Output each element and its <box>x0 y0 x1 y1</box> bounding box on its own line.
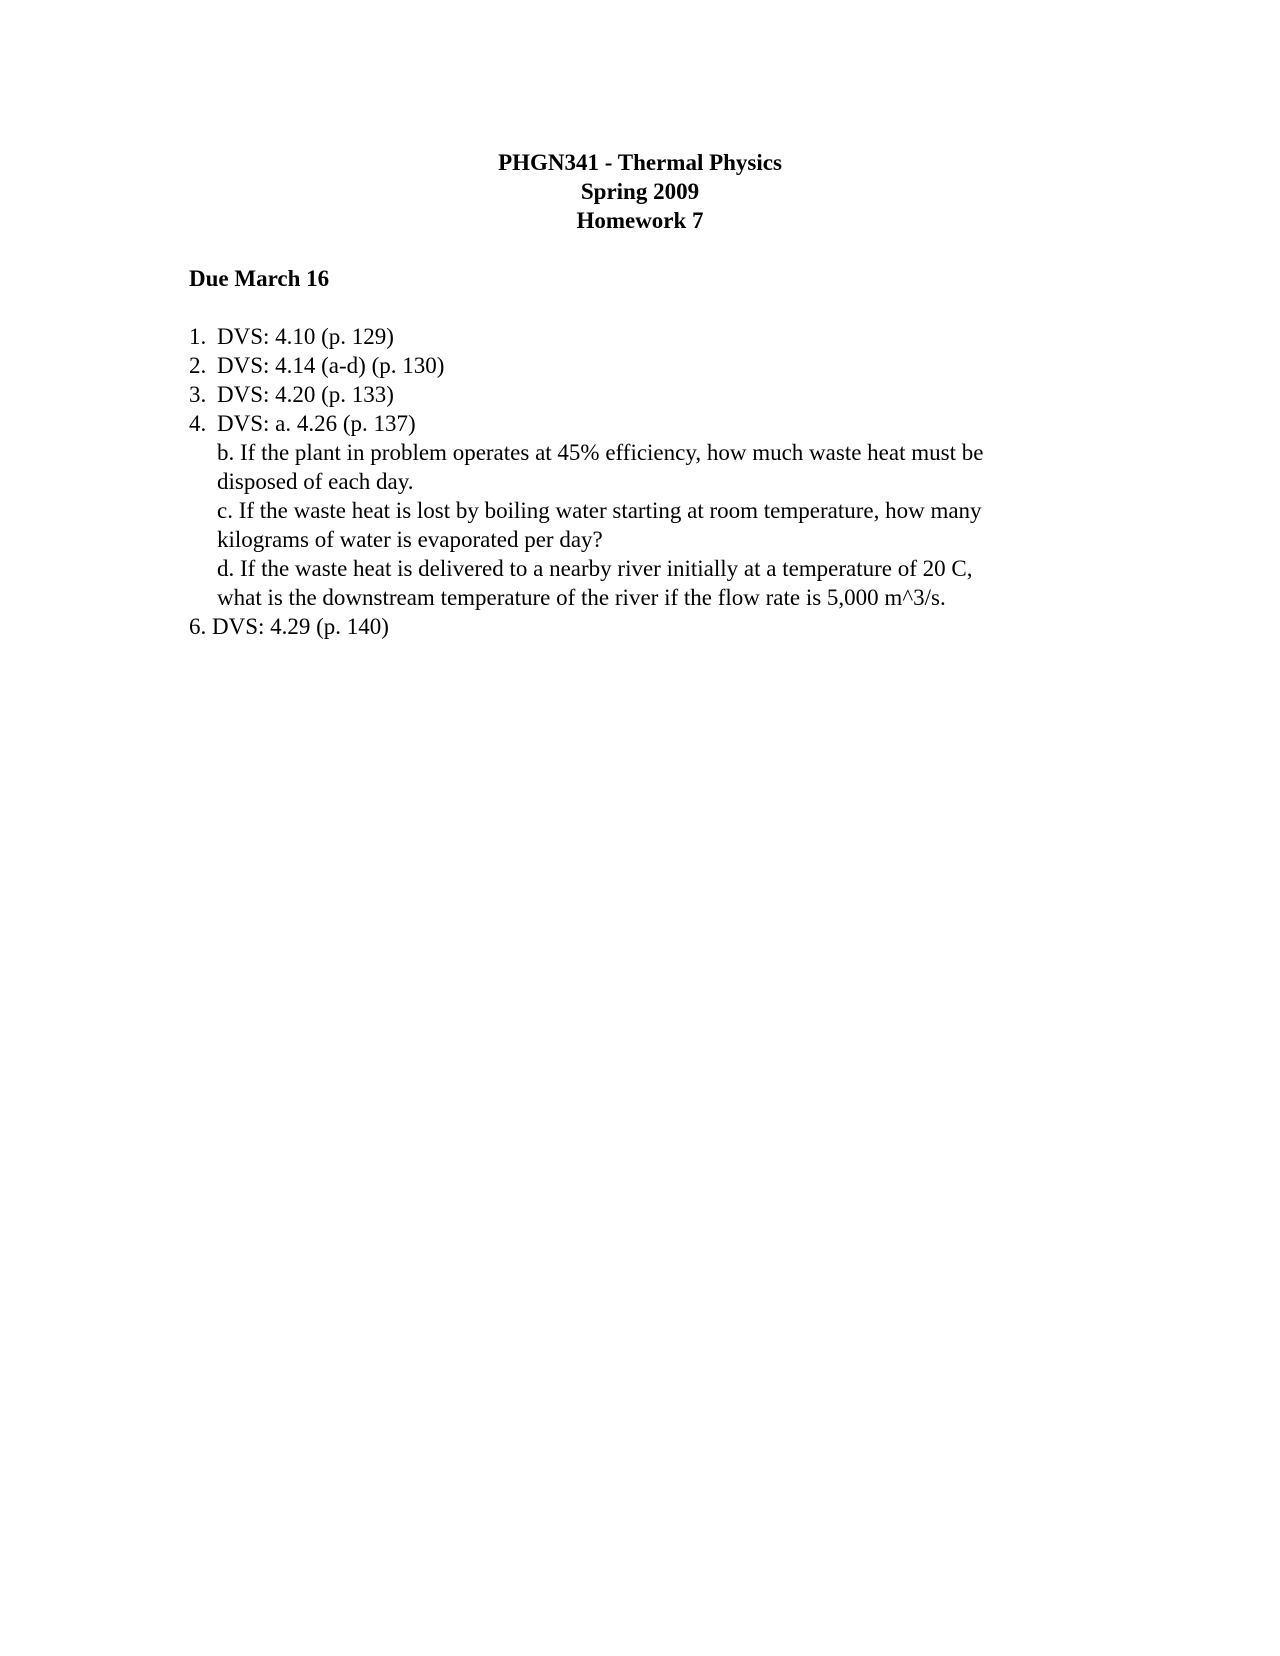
item-text: DVS: 4.10 (p. 129) <box>217 324 394 349</box>
item-number: 2. <box>189 353 207 378</box>
item-text: DVS: 4.14 (a-d) (p. 130) <box>217 353 445 378</box>
list-item-last: 6. DVS: 4.29 (p. 140) <box>189 614 389 639</box>
due-date: Due March 16 <box>189 266 330 291</box>
list-item <box>189 409 983 438</box>
item-text: DVS: 4.20 (p. 133) <box>217 382 394 407</box>
item-number: 1. <box>189 324 207 349</box>
subpart-line: disposed of each day. <box>217 469 414 494</box>
document-header <box>0 148 1280 235</box>
subpart-line: kilograms of water is evaporated per day? <box>217 527 603 552</box>
subpart-line: what is the downstream temperature of the river if the flow rate is 5,000 m^3/s. <box>217 585 946 610</box>
list-item <box>189 380 983 409</box>
subpart-line: c. If the waste heat is lost by boiling water starting at room temperature, how many <box>217 498 982 523</box>
subpart-line: b. If the plant in problem operates at 45% efficiency, how much waste heat must be <box>217 440 984 465</box>
list-item <box>189 351 983 380</box>
subpart-line: d. If the waste heat is delivered to a nearby river initially at a temperature of 20 C, <box>217 556 973 581</box>
assignment-title: Homework 7 <box>576 208 704 233</box>
problem-list <box>189 322 983 641</box>
item-number: 4. <box>189 411 207 436</box>
term: Spring 2009 <box>580 179 700 204</box>
item-number: 3. <box>189 382 207 407</box>
course-title: PHGN341 - Thermal Physics <box>498 150 782 175</box>
item-text: DVS: a. 4.26 (p. 137) <box>217 411 416 436</box>
list-item <box>189 322 983 351</box>
